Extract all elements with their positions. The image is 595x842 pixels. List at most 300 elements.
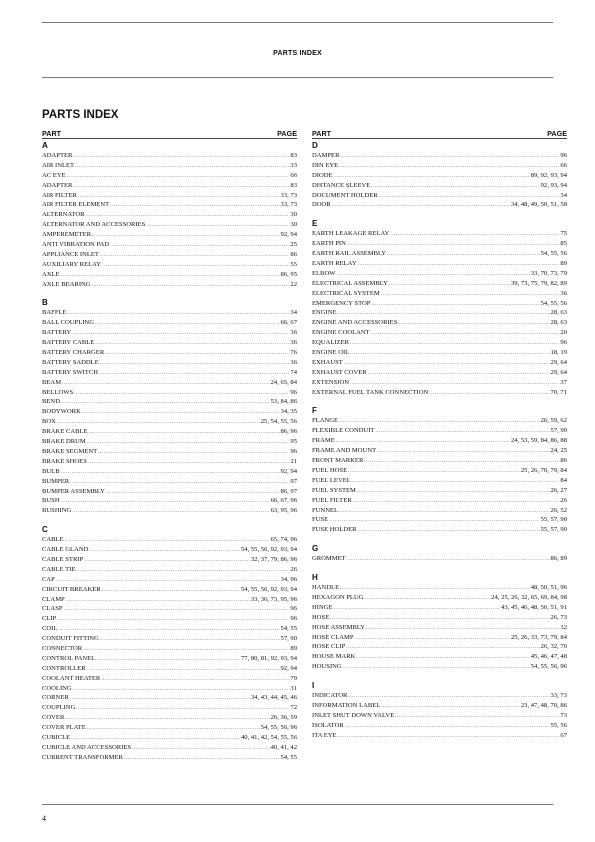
dot-leader [89, 545, 240, 555]
dot-leader [88, 457, 290, 467]
part-name: FUSE HOLDER [312, 526, 357, 534]
dot-leader [75, 161, 289, 171]
index-entry [312, 496, 567, 506]
index-section [312, 672, 567, 740]
dot-leader [100, 358, 290, 368]
page-refs: 72 [290, 704, 297, 712]
page-refs: 86, 97 [280, 487, 297, 495]
dot-leader [98, 447, 289, 457]
index-entry [312, 368, 567, 378]
section-letter: B [42, 298, 48, 308]
dot-leader [381, 701, 520, 711]
index-entry [42, 250, 297, 260]
index-entry [42, 644, 297, 654]
index-entry [312, 603, 567, 613]
index-entry [42, 308, 297, 318]
part-name: COIL [42, 625, 58, 633]
page-refs: 25, 26, 70, 79, 84 [520, 466, 567, 474]
dot-leader [352, 476, 560, 486]
dot-leader [62, 378, 270, 388]
index-entry [42, 477, 297, 487]
dot-leader [95, 318, 280, 328]
dot-leader [87, 437, 290, 447]
page-refs: 25, 26, 33, 73, 79, 84 [510, 633, 567, 641]
part-name: CONNECTOR [42, 644, 83, 652]
dot-leader [379, 191, 560, 201]
index-section [42, 141, 297, 289]
index-section [312, 564, 567, 672]
page-refs: 36 [560, 289, 567, 297]
running-header: PARTS INDEX [273, 50, 322, 57]
part-name: ANTI VIBRATION PAD [42, 241, 110, 249]
page-refs: 24, 65, 84 [270, 378, 297, 386]
page-refs: 21 [290, 457, 297, 465]
part-name: CLAMP [42, 595, 65, 603]
index-section [312, 535, 567, 564]
part-name: ELECTRICAL ASSEMBLY [312, 279, 388, 287]
page-refs: 26, 36, 59 [270, 714, 297, 722]
dot-leader [348, 691, 549, 701]
index-entry [312, 358, 567, 368]
dot-leader [387, 249, 539, 259]
part-name: BATTERY [42, 329, 72, 337]
dot-leader [336, 269, 529, 279]
page-refs: 54, 55, 56, 96 [260, 724, 297, 732]
dot-leader [110, 240, 289, 250]
dot-leader [87, 664, 280, 674]
page-refs: 33, 36, 73, 95, 96 [250, 595, 297, 603]
section-letter: H [312, 573, 318, 583]
dot-leader [338, 308, 550, 318]
page-refs: 77, 80, 81, 92, 93, 94 [240, 654, 297, 662]
page-refs: 84 [560, 476, 567, 484]
index-entry [42, 437, 297, 447]
section-letter: D [312, 141, 318, 150]
dot-leader [65, 713, 269, 723]
index-entry [42, 318, 297, 328]
index-entry [312, 249, 567, 259]
part-name: AIR FILTER [42, 191, 77, 199]
index-entry [312, 662, 567, 672]
index-section [312, 141, 567, 210]
part-name: CABLE GLAND [42, 546, 89, 554]
header-rule [42, 77, 553, 78]
part-name: EARTH LEAKAGE RELAY [312, 230, 390, 238]
page-refs: 18, 19 [550, 349, 567, 357]
index-entry [312, 593, 567, 603]
dot-leader [110, 200, 279, 210]
part-name: BATTERY SADDLE [42, 358, 99, 366]
page-refs: 96 [560, 152, 567, 159]
part-name: BATTERY CHARGER [42, 349, 105, 357]
part-name: DAMPER [312, 152, 340, 159]
dot-leader [347, 554, 550, 564]
section-letter: A [42, 141, 48, 150]
part-name: FUEL LEVEL [312, 476, 351, 484]
part-name: BALL COUPLING [42, 319, 94, 327]
part-name: HOSE [312, 613, 330, 621]
part-name: COOLING [42, 684, 72, 692]
page-refs: 22 [290, 280, 297, 288]
section-letter: C [42, 525, 48, 535]
page-refs: 29, 64 [550, 368, 567, 376]
page-refs: 86, 95 [280, 270, 297, 278]
index-entry [312, 388, 567, 398]
part-name: CONDUIT FITTING [42, 635, 99, 643]
part-name: BEND [42, 398, 60, 406]
index-entry [42, 555, 297, 565]
page-refs: 37 [560, 378, 567, 386]
page-refs: 57, 90 [550, 427, 567, 435]
index-entry [42, 664, 297, 674]
part-name: FUEL HOSE [312, 466, 348, 474]
part-name: DISTANCE SLEEVE [312, 181, 371, 189]
dot-leader [371, 328, 560, 338]
dot-leader [84, 555, 250, 565]
part-name: CLIP [42, 615, 57, 623]
part-heading: PART [312, 129, 332, 138]
index-entry [42, 753, 297, 763]
part-name: ENGINE [312, 309, 337, 317]
page-refs: 30 [290, 221, 297, 229]
page-refs: 96 [290, 615, 297, 623]
page-refs: 33 [290, 161, 297, 169]
part-name: CABLE TIE [42, 565, 76, 573]
page-refs: 96 [560, 339, 567, 347]
dot-leader [132, 743, 270, 753]
index-entry [312, 426, 567, 436]
index-entry [312, 259, 567, 269]
page-refs: 26, 52 [550, 506, 567, 514]
part-name: CABLE STRIP [42, 555, 84, 563]
part-name: EXHAUST [312, 358, 343, 366]
index-section [312, 397, 567, 535]
page-refs: 25 [290, 241, 297, 249]
index-entry [42, 703, 297, 713]
dot-leader [353, 496, 560, 506]
index-entry [42, 614, 297, 624]
part-name: EXTENSION [312, 378, 349, 386]
page-refs: 97 [290, 477, 297, 485]
page-heading: PAGE [277, 129, 297, 138]
part-name: ADAPTER [42, 152, 73, 159]
index-entry [42, 723, 297, 733]
part-name: FLEXIBLE CONDUIT [312, 427, 375, 435]
section-letter: F [312, 406, 317, 416]
dot-leader [390, 229, 559, 239]
page-refs: 73 [560, 711, 567, 719]
page-number: 4 [42, 814, 46, 823]
page-refs: 86 [560, 457, 567, 465]
index-entry [42, 181, 297, 191]
dot-leader [340, 151, 559, 161]
part-heading: PART [42, 129, 62, 138]
index-entry [42, 171, 297, 181]
page-title: PARTS INDEX [42, 109, 119, 121]
page-refs: 54, 55, 56 [540, 299, 567, 307]
part-name: EARTH RELAY [312, 260, 357, 268]
page-refs: 55, 57, 90 [540, 516, 567, 524]
index-entry [312, 652, 567, 662]
part-name: ALTERNATOR [42, 211, 85, 219]
dot-leader [350, 378, 559, 388]
index-entry [42, 467, 297, 477]
page-refs: 57, 90 [280, 635, 297, 643]
part-name: CABLE [42, 536, 64, 544]
index-entry [312, 338, 567, 348]
dot-leader [74, 388, 289, 398]
index-entry [312, 554, 567, 564]
part-name: CURRENT TRANSFORMER [42, 753, 123, 761]
dot-leader [345, 721, 550, 731]
index-entry [312, 299, 567, 309]
page-refs: 26 [290, 565, 297, 573]
index-entry [312, 731, 567, 741]
page-refs: 96 [290, 388, 297, 396]
page-refs: 95 [290, 438, 297, 446]
part-name: CAP [42, 575, 55, 583]
part-name: EQUALIZER [312, 339, 349, 347]
part-name: FUEL SYSTEM [312, 486, 356, 494]
part-name: FRAME [312, 437, 335, 445]
dot-leader [96, 654, 240, 664]
index-entry [42, 545, 297, 555]
page-refs: 54, 55, 56, 92, 93, 94 [240, 546, 297, 554]
part-name: ENGINE COOLANT [312, 329, 370, 337]
index-entry [42, 328, 297, 338]
index-entry [312, 416, 567, 426]
part-name: INDICATOR [312, 692, 348, 700]
dot-leader [86, 210, 290, 220]
dot-leader [366, 623, 559, 633]
index-entry [42, 220, 297, 230]
part-name: HOSE CLIP [312, 643, 346, 651]
dot-leader [371, 299, 539, 309]
dot-leader [89, 427, 280, 437]
part-name: HOSE CLAMP [312, 633, 354, 641]
page-refs: 34 [290, 309, 297, 317]
index-entry [42, 506, 297, 516]
part-name: GROMMET [312, 555, 346, 563]
index-entry [42, 654, 297, 664]
part-name: FLANGE [312, 417, 339, 425]
column-header [312, 129, 567, 139]
index-entry [42, 161, 297, 171]
dot-leader [92, 230, 279, 240]
index-entry [312, 171, 567, 181]
page-refs: 89, 92, 93, 94 [530, 171, 567, 179]
part-name: ELBOW [312, 269, 336, 277]
part-name: HOSE ASSEMBLY [312, 623, 366, 631]
part-name: BUMPER [42, 477, 70, 485]
index-entry [312, 191, 567, 201]
index-entry [42, 457, 297, 467]
dot-leader [357, 486, 550, 496]
dot-leader [66, 595, 250, 605]
part-name: HOUSE MARK [312, 653, 356, 661]
index-entry [42, 358, 297, 368]
page-refs: 26, 59, 62 [540, 417, 567, 425]
part-name: INFORMATION LABEL [312, 701, 381, 709]
index-entry [42, 260, 297, 270]
page-refs: 33, 70, 73, 79 [530, 269, 567, 277]
index-entry [42, 585, 297, 595]
section-letter: E [312, 219, 318, 229]
dot-leader [76, 565, 289, 575]
dot-leader [334, 603, 501, 613]
dot-leader [99, 368, 289, 378]
index-entry [42, 634, 297, 644]
index-entry [312, 701, 567, 711]
index-entry [312, 289, 567, 299]
part-name: BUSHING [42, 507, 72, 515]
part-name: DOOR [312, 201, 331, 209]
index-section [312, 210, 567, 397]
dot-leader [71, 733, 240, 743]
page-refs: 24, 25 [550, 447, 567, 455]
dot-leader [389, 279, 510, 289]
part-name: FRAME AND MOUNT [312, 447, 377, 455]
dot-leader [82, 407, 280, 417]
page-refs: 45, 46, 47, 48 [530, 653, 567, 661]
part-name: BUSH [42, 497, 60, 505]
index-entry [42, 713, 297, 723]
part-name: FUSE [312, 516, 329, 524]
page-refs: 54, 55 [280, 625, 297, 633]
index-list-left [42, 141, 297, 763]
part-name: DIODE [312, 171, 333, 179]
page-refs: 66 [290, 171, 297, 179]
page-refs: 24, 25, 26, 32, 65, 69, 84, 98 [491, 593, 567, 601]
index-entry [312, 318, 567, 328]
part-name: FUEL FILTER [312, 496, 352, 504]
dot-leader [146, 220, 289, 230]
part-name: BATTERY CABLE [42, 339, 95, 347]
page-refs: 40, 41, 42, 54, 55, 56 [240, 733, 297, 741]
dot-leader [64, 604, 290, 614]
part-name: DOCUMENT HOLDER [312, 191, 378, 199]
index-entry [312, 525, 567, 535]
page-refs: 43, 45, 46, 48, 50, 51, 91 [501, 603, 567, 611]
page-refs: 66, 67, 96 [270, 497, 297, 505]
index-entry [42, 191, 297, 201]
index-entry [312, 181, 567, 191]
index-entry [42, 338, 297, 348]
dot-leader [124, 753, 280, 763]
part-name: ITA EYE [312, 731, 337, 739]
part-name: EARTH RAIL ASSEMBLY [312, 250, 387, 258]
page-refs: 33, 73 [280, 191, 297, 199]
part-name: CIRCUIT BREAKER [42, 585, 101, 593]
dot-leader [73, 684, 290, 694]
index-entry [312, 486, 567, 496]
index-entry [312, 476, 567, 486]
dot-leader [100, 634, 280, 644]
page-refs: 75 [560, 230, 567, 238]
index-entry [42, 743, 297, 753]
part-name: EMERGENCY STOP [312, 299, 371, 307]
page-refs: 92, 94 [280, 664, 297, 672]
dot-leader [340, 583, 530, 593]
dot-leader [329, 515, 540, 525]
dot-leader [338, 731, 560, 741]
dot-leader [61, 270, 280, 280]
index-entry [312, 269, 567, 279]
index-entry [42, 604, 297, 614]
part-name: ENGINE OIL [312, 349, 350, 357]
dot-leader [350, 348, 549, 358]
page-refs: 70, 71 [550, 388, 567, 396]
dot-leader [347, 239, 560, 249]
page-refs: 32 [560, 623, 567, 631]
dot-leader [70, 477, 289, 487]
index-entry [312, 506, 567, 516]
index-entry [312, 466, 567, 476]
index-entry [312, 229, 567, 239]
dot-leader [332, 200, 510, 210]
index-entry [42, 368, 297, 378]
page-refs: 48, 50, 51, 96 [530, 584, 567, 592]
dot-leader [330, 613, 549, 623]
index-entry [42, 496, 297, 506]
part-name: HINGE [312, 603, 333, 611]
index-entry [42, 417, 297, 427]
dot-leader [73, 151, 289, 161]
dot-leader [371, 181, 539, 191]
part-name: ALTERNATOR AND ACCESSORIES [42, 221, 146, 229]
index-entry [312, 378, 567, 388]
dot-leader [343, 662, 530, 672]
part-name: COOLANT HEATER [42, 674, 101, 682]
dot-leader [61, 496, 270, 506]
dot-leader [61, 467, 280, 477]
index-entry [42, 733, 297, 743]
index-entry [312, 691, 567, 701]
part-name: BULB [42, 467, 60, 475]
dot-leader [58, 624, 279, 634]
page-refs: 28, 63 [550, 319, 567, 327]
page-refs: 36 [290, 358, 297, 366]
dot-leader [100, 250, 289, 260]
page-refs: 34, 96 [280, 575, 297, 583]
index-entry [42, 378, 297, 388]
index-entry [42, 230, 297, 240]
dot-leader [72, 328, 289, 338]
page-refs: 54, 55, 56, 96 [530, 663, 567, 671]
index-entry [312, 161, 567, 171]
dot-leader [381, 289, 560, 299]
page-refs: 66 [560, 161, 567, 169]
page-refs: 96 [290, 605, 297, 613]
dot-leader [355, 633, 510, 643]
index-entry [42, 624, 297, 634]
part-name: HEXAGON PLUG [312, 593, 364, 601]
dot-leader [395, 711, 559, 721]
index-section [42, 516, 297, 762]
page-refs: 26, 73 [550, 613, 567, 621]
page-refs: 74 [290, 368, 297, 376]
dot-leader [72, 506, 269, 516]
page-refs: 89 [290, 644, 297, 652]
dot-leader [101, 674, 289, 684]
page-refs: 86 [290, 250, 297, 258]
dot-leader [350, 338, 559, 348]
column-header [42, 129, 297, 139]
index-entry [312, 436, 567, 446]
page-refs: 36 [290, 329, 297, 337]
dot-leader [358, 525, 540, 535]
index-entry [42, 407, 297, 417]
